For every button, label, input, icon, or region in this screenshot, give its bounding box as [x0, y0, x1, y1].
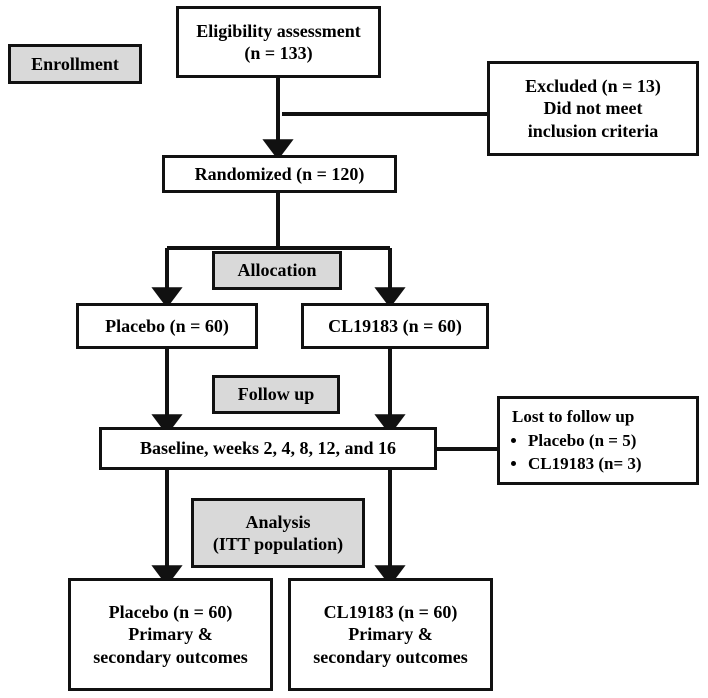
stage-analysis [191, 498, 365, 568]
excluded-line2: Did not meet [543, 98, 643, 119]
drug-analysis-line2: Primary & [348, 624, 433, 645]
node-excluded [487, 61, 699, 156]
node-lost-to-followup [497, 396, 699, 485]
drug-analysis-line1: CL19183 (n = 60) [323, 601, 458, 622]
stage-analysis-label: Analysis [245, 511, 311, 532]
placebo-alloc-line1: Placebo (n = 60) [105, 315, 229, 336]
placebo-analysis-line1: Placebo (n = 60) [108, 601, 233, 622]
stage-allocation-label: Allocation [237, 260, 317, 281]
eligibility-line2: (n = 133) [244, 43, 313, 63]
drug-analysis-line3: secondary outcomes [313, 646, 468, 667]
node-placebo-analysis [68, 578, 273, 691]
node-baseline-visits [99, 427, 437, 470]
lost-item-drug: • CL19183 (n= 3) [528, 453, 686, 475]
eligibility-line1: Eligibility assessment [196, 20, 361, 41]
lost-item-placebo: • Placebo (n = 5) [528, 430, 686, 452]
excluded-line3: inclusion criteria [527, 120, 659, 141]
stage-enrollment [8, 44, 142, 84]
stage-enrollment-label: Enrollment [31, 53, 119, 74]
node-placebo-allocation [76, 303, 258, 349]
lost-list [512, 430, 686, 475]
node-drug-analysis [288, 578, 493, 691]
baseline-line1: Baseline, weeks 2, 4, 8, 12, and 16 [139, 438, 397, 459]
stage-allocation [212, 251, 342, 290]
placebo-analysis-line3: secondary outcomes [93, 646, 248, 667]
node-randomized [162, 155, 397, 193]
node-drug-allocation [301, 303, 489, 349]
stage-followup-label: Follow up [237, 384, 315, 405]
excluded-line1: Excluded (n = 13) [525, 75, 661, 96]
placebo-analysis-line2: Primary & [128, 624, 213, 645]
drug-alloc-line1: CL19183 (n = 60) [328, 315, 462, 336]
lost-header: Lost to follow up [512, 407, 635, 426]
node-eligibility-assessment [176, 6, 381, 78]
stage-followup [212, 375, 340, 414]
stage-analysis-sublabel: (ITT population) [212, 534, 344, 554]
randomized-line1: Randomized (n = 120) [194, 163, 365, 184]
